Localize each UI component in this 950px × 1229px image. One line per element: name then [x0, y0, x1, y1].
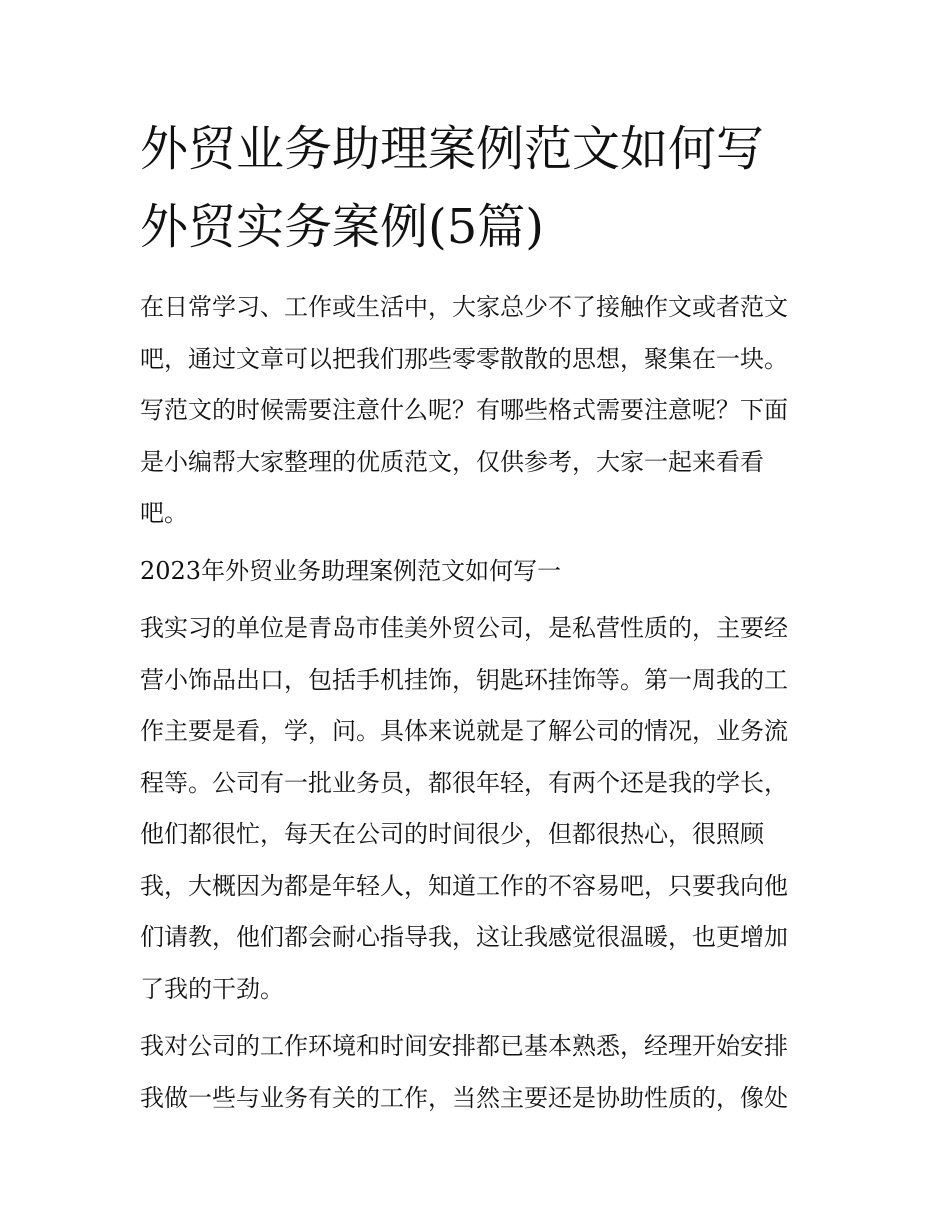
text-line: 他们都很忙，每天在公司的时间很少，但都很热心，很照顾 — [140, 820, 764, 848]
text-line: 在日常学习、工作或生活中，大家总少不了接触作文或者范文 — [140, 293, 788, 321]
text-line: 我实习的单位是青岛市佳美外贸公司，是私营性质的，主要经 — [140, 614, 788, 642]
title-line-2: 外贸实务案例(5篇) — [140, 199, 544, 255]
text-line: 了我的干劲。 — [140, 974, 284, 1003]
text-line: 是小编帮大家整理的优质范文，仅供参考，大家一起来看看 — [140, 447, 764, 476]
text-line: 们请教，他们都会耐心指导我，这让我感觉很温暖，也更增加 — [140, 923, 788, 951]
body-paragraph-2 — [140, 1021, 812, 1124]
text-line: 吧。 — [140, 499, 188, 527]
body-paragraph-1 — [140, 603, 812, 1015]
text-line: 我对公司的工作环境和时间安排都已基本熟悉，经理开始安排 — [140, 1032, 788, 1060]
document-page — [140, 110, 812, 1124]
text-line: 程等。公司有一批业务员，都很年轻，有两个还是我的学长， — [140, 768, 788, 797]
intro-paragraph — [140, 282, 812, 540]
text-line: 我，大概因为都是年轻人，知道工作的不容易吧，只要我向他 — [140, 871, 788, 900]
section-heading — [140, 546, 812, 598]
text-line: 吧，通过文章可以把我们那些零零散散的思想，聚集在一块。 — [140, 344, 788, 373]
text-line: 写范文的时候需要注意什么呢？有哪些格式需要注意呢？下面 — [140, 396, 788, 424]
text-line: 我做一些与业务有关的工作，当然主要还是协助性质的，像处 — [140, 1083, 788, 1112]
title-line-1: 外贸业务助理案例范文如何写 — [140, 121, 765, 177]
text-line: 作主要是看，学，问。具体来说就是了解公司的情况，业务流 — [140, 717, 788, 745]
text-line: 营小饰品出口，包括手机挂饰，钥匙环挂饰等。第一周我的工 — [140, 665, 788, 694]
text-line: 2023年外贸业务助理案例范文如何写一 — [140, 556, 562, 585]
document-title — [140, 110, 812, 266]
